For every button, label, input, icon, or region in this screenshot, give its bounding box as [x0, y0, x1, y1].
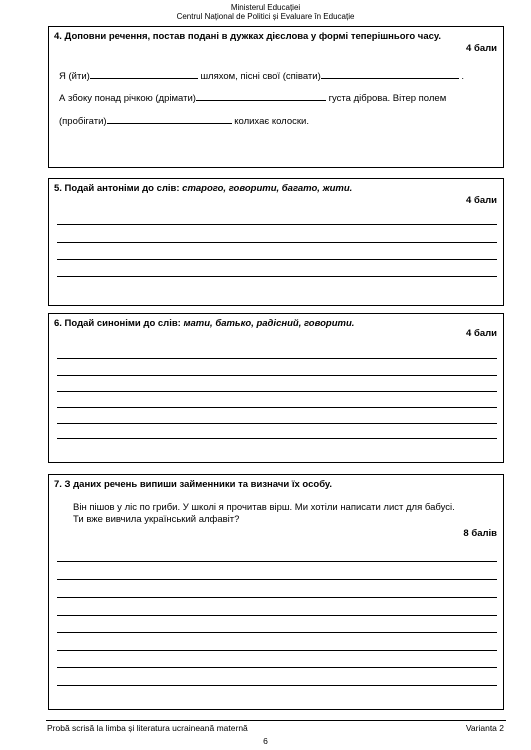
question-5-title — [54, 183, 352, 194]
answer-line[interactable] — [57, 242, 497, 243]
q4-line1-part-b: шляхом, пісні свої (співати) — [200, 71, 321, 82]
q4-line2-part-b: густа діброва. Вітер полем — [328, 93, 447, 104]
answer-line[interactable] — [57, 632, 497, 633]
q4-line3-part-b: колихає колоски. — [234, 116, 309, 127]
question-4-line-2 — [59, 91, 446, 104]
center-header: Centrul Național de Politici și Evaluare în Educație — [176, 12, 355, 21]
question-7-box — [48, 474, 504, 710]
question-4-line-3 — [59, 114, 309, 127]
question-7-sentences-2: Ти вже вивчила український алфавіт? — [73, 514, 240, 525]
answer-line[interactable] — [57, 579, 497, 580]
answer-blank[interactable] — [107, 114, 232, 124]
question-7-title: 7. З даних речень випиши займенники та визначи їх особу. — [54, 479, 333, 490]
answer-line[interactable] — [57, 407, 497, 408]
footer-variant: Varianta 2 — [465, 723, 504, 733]
answer-line[interactable] — [57, 597, 497, 598]
q4-line1-part-a: Я (йти) — [59, 71, 90, 82]
question-6-title-prefix: 6. Подай синоніми до слів: — [54, 318, 184, 329]
footer-divider — [46, 720, 506, 721]
ministry-header: Ministerul Educației — [230, 3, 301, 12]
answer-blank[interactable] — [321, 69, 459, 79]
question-6-points: 4 бали — [466, 328, 497, 339]
q4-line1-part-c: . — [461, 71, 465, 82]
answer-line[interactable] — [57, 276, 497, 277]
question-5-box — [48, 178, 504, 306]
answer-line[interactable] — [57, 667, 497, 668]
answer-blank[interactable] — [196, 91, 326, 101]
question-4-box — [48, 26, 504, 168]
question-6-title — [54, 318, 354, 329]
q4-line2-part-a: А збоку понад річкою (дрімати) — [59, 93, 196, 104]
answer-line[interactable] — [57, 358, 497, 359]
answer-line[interactable] — [57, 650, 497, 651]
answer-line[interactable] — [57, 259, 497, 260]
answer-line[interactable] — [57, 685, 497, 686]
question-5-title-words: старого, говорити, багато, жити. — [182, 183, 353, 194]
answer-line[interactable] — [57, 391, 497, 392]
question-4-points: 4 бали — [466, 43, 497, 54]
answer-line[interactable] — [57, 224, 497, 225]
page-number: 6 — [263, 736, 268, 746]
answer-blank[interactable] — [90, 69, 198, 79]
q4-line3-part-a: (пробігати) — [59, 116, 107, 127]
answer-line[interactable] — [57, 438, 497, 439]
question-5-title-prefix: 5. Подай антоніми до слів: — [54, 183, 183, 194]
question-4-title: 4. Доповни речення, постав подані в дужках дієслова у формі теперішнього часу. — [54, 31, 441, 42]
question-6-box — [48, 313, 504, 463]
footer-exam-title: Probă scrisă la limba și literatura ucraineană maternă — [47, 723, 248, 733]
answer-line[interactable] — [57, 615, 497, 616]
question-5-points: 4 бали — [466, 195, 497, 206]
question-6-title-words: мати, батько, радісний, говорити. — [183, 318, 355, 329]
question-4-line-1 — [59, 69, 464, 82]
answer-line[interactable] — [57, 423, 497, 424]
question-7-points: 8 балів — [463, 528, 497, 539]
answer-line[interactable] — [57, 375, 497, 376]
question-7-sentences-1: Він пішов у ліс по гриби. У школі я прочитав вірш. Ми хотіли написати лист для бабусі. — [73, 502, 455, 513]
answer-line[interactable] — [57, 561, 497, 562]
